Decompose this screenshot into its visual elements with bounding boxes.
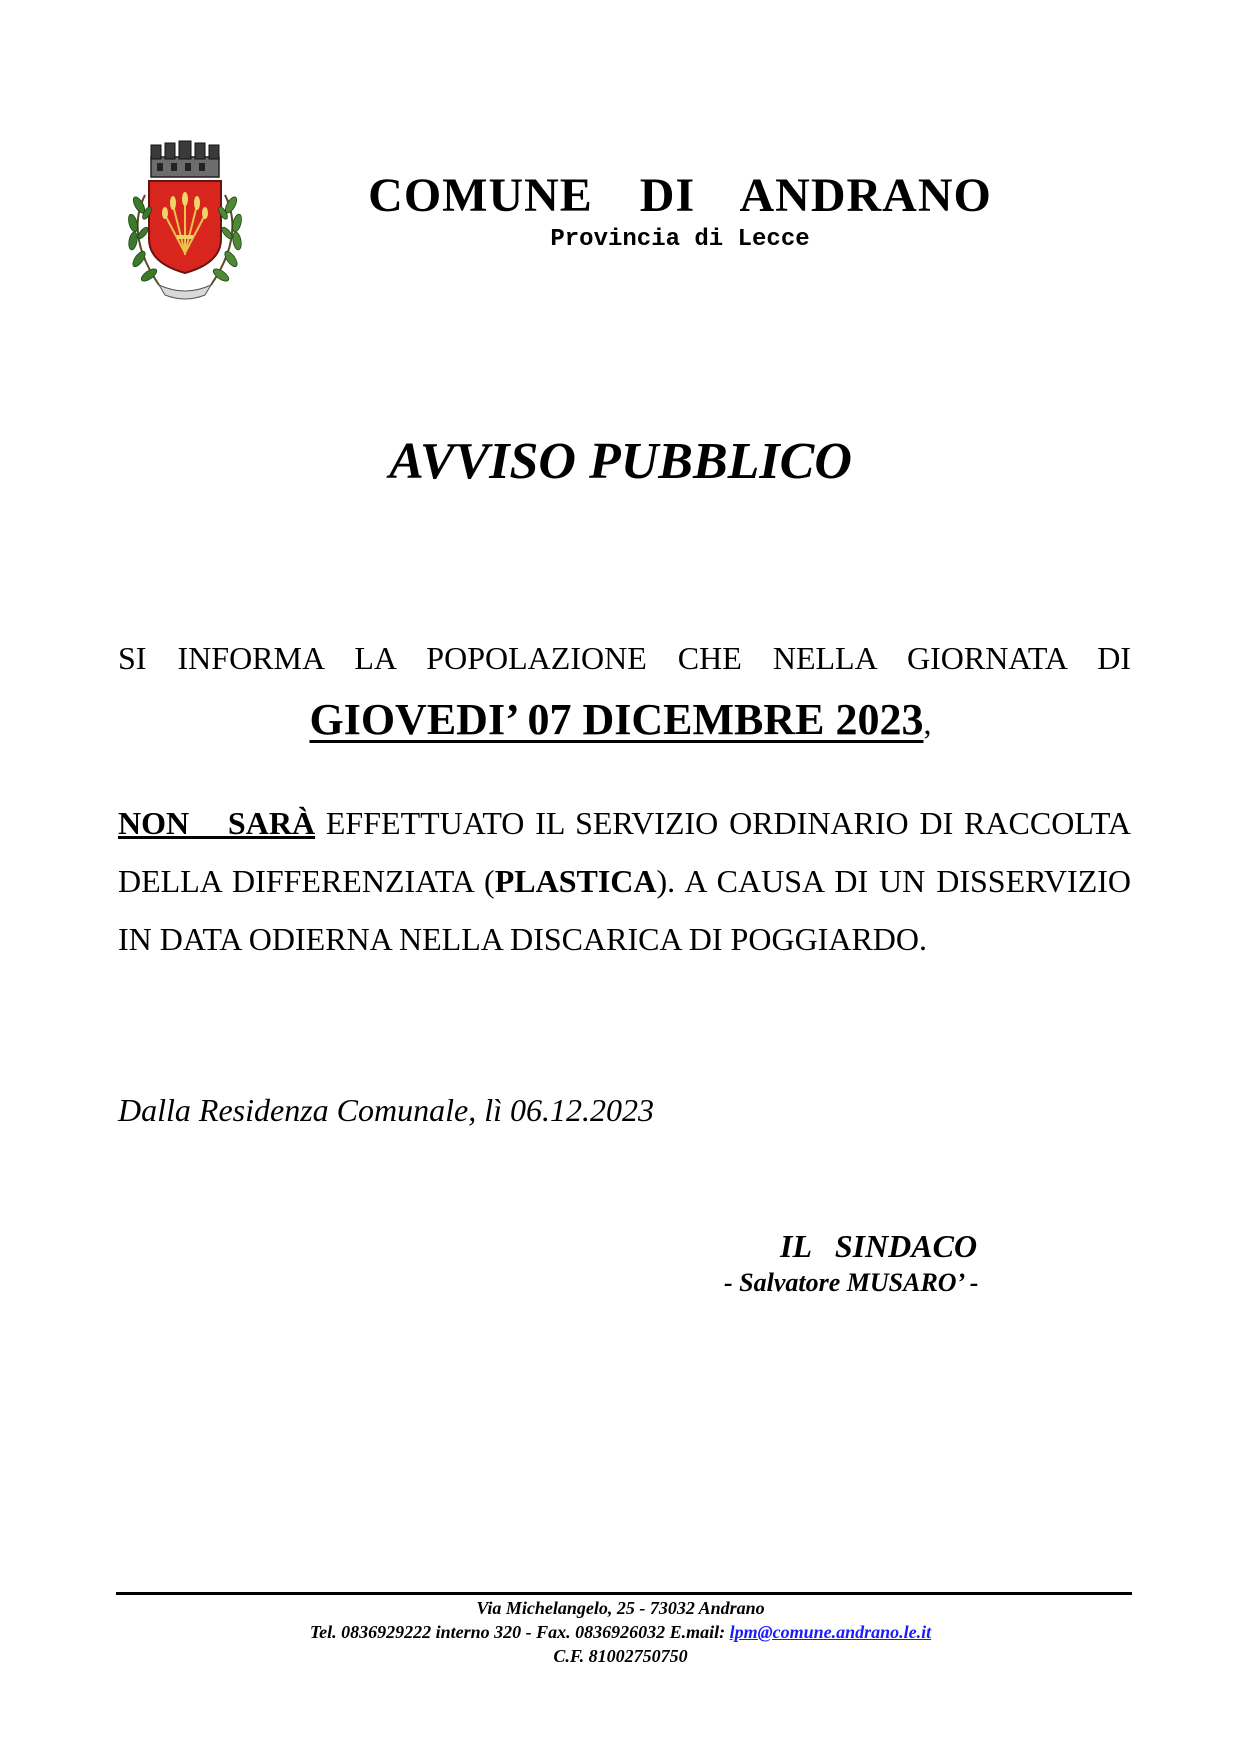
notice-heading: AVVISO PUBBLICO <box>389 433 852 490</box>
municipality-title: COMUNE DI ANDRANO <box>368 169 992 222</box>
notice-intro: SI INFORMA LA POPOLAZIONE CHE NELLA GIORNATA DI <box>118 640 1131 676</box>
footer-fiscal-code: C.F. 81002750750 <box>553 1646 688 1666</box>
notice-date-line <box>0 694 1241 745</box>
notice-body-part2: ). A CAUSA DI UN DISSERVIZIO IN DATA ODIERNA NELLA DISCARICA DI POGGIARDO. <box>118 863 1132 957</box>
email-link[interactable]: lpm@comune.andrano.le.it <box>729 1622 932 1642</box>
crown-icon <box>151 141 219 177</box>
notice-body-part1: EFFETTUATO IL SERVIZIO ORDINARIO DI RACCOLTA DELLA DIFFERENZIATA ( <box>118 805 1132 899</box>
notice-date: GIOVEDI’ 07 DICEMBRE 2023 <box>309 695 924 744</box>
footer-divider <box>116 1592 1132 1595</box>
footer <box>0 1596 1241 1668</box>
notice-body-material: PLASTICA <box>494 863 657 899</box>
notice-date-suffix: , <box>923 705 932 741</box>
footer-contacts: Tel. 0836929222 interno 320 - Fax. 0836926032 E.mail: <box>309 1622 730 1642</box>
signature-name: - Salvatore MUSARO’ - <box>724 1268 979 1297</box>
coat-of-arms-icon <box>115 135 255 310</box>
place-and-date: Dalla Residenza Comunale, lì 06.12.2023 <box>118 1092 654 1128</box>
footer-contacts-line <box>0 1620 1241 1644</box>
notice-body <box>118 794 1131 968</box>
footer-address: Via Michelangelo, 25 - 73032 Andrano <box>476 1598 765 1618</box>
signature-title: IL SINDACO <box>780 1228 978 1264</box>
province-subtitle: Provincia di Lecce <box>550 226 810 253</box>
notice-body-emphasis: NON SARÀ <box>118 805 316 841</box>
